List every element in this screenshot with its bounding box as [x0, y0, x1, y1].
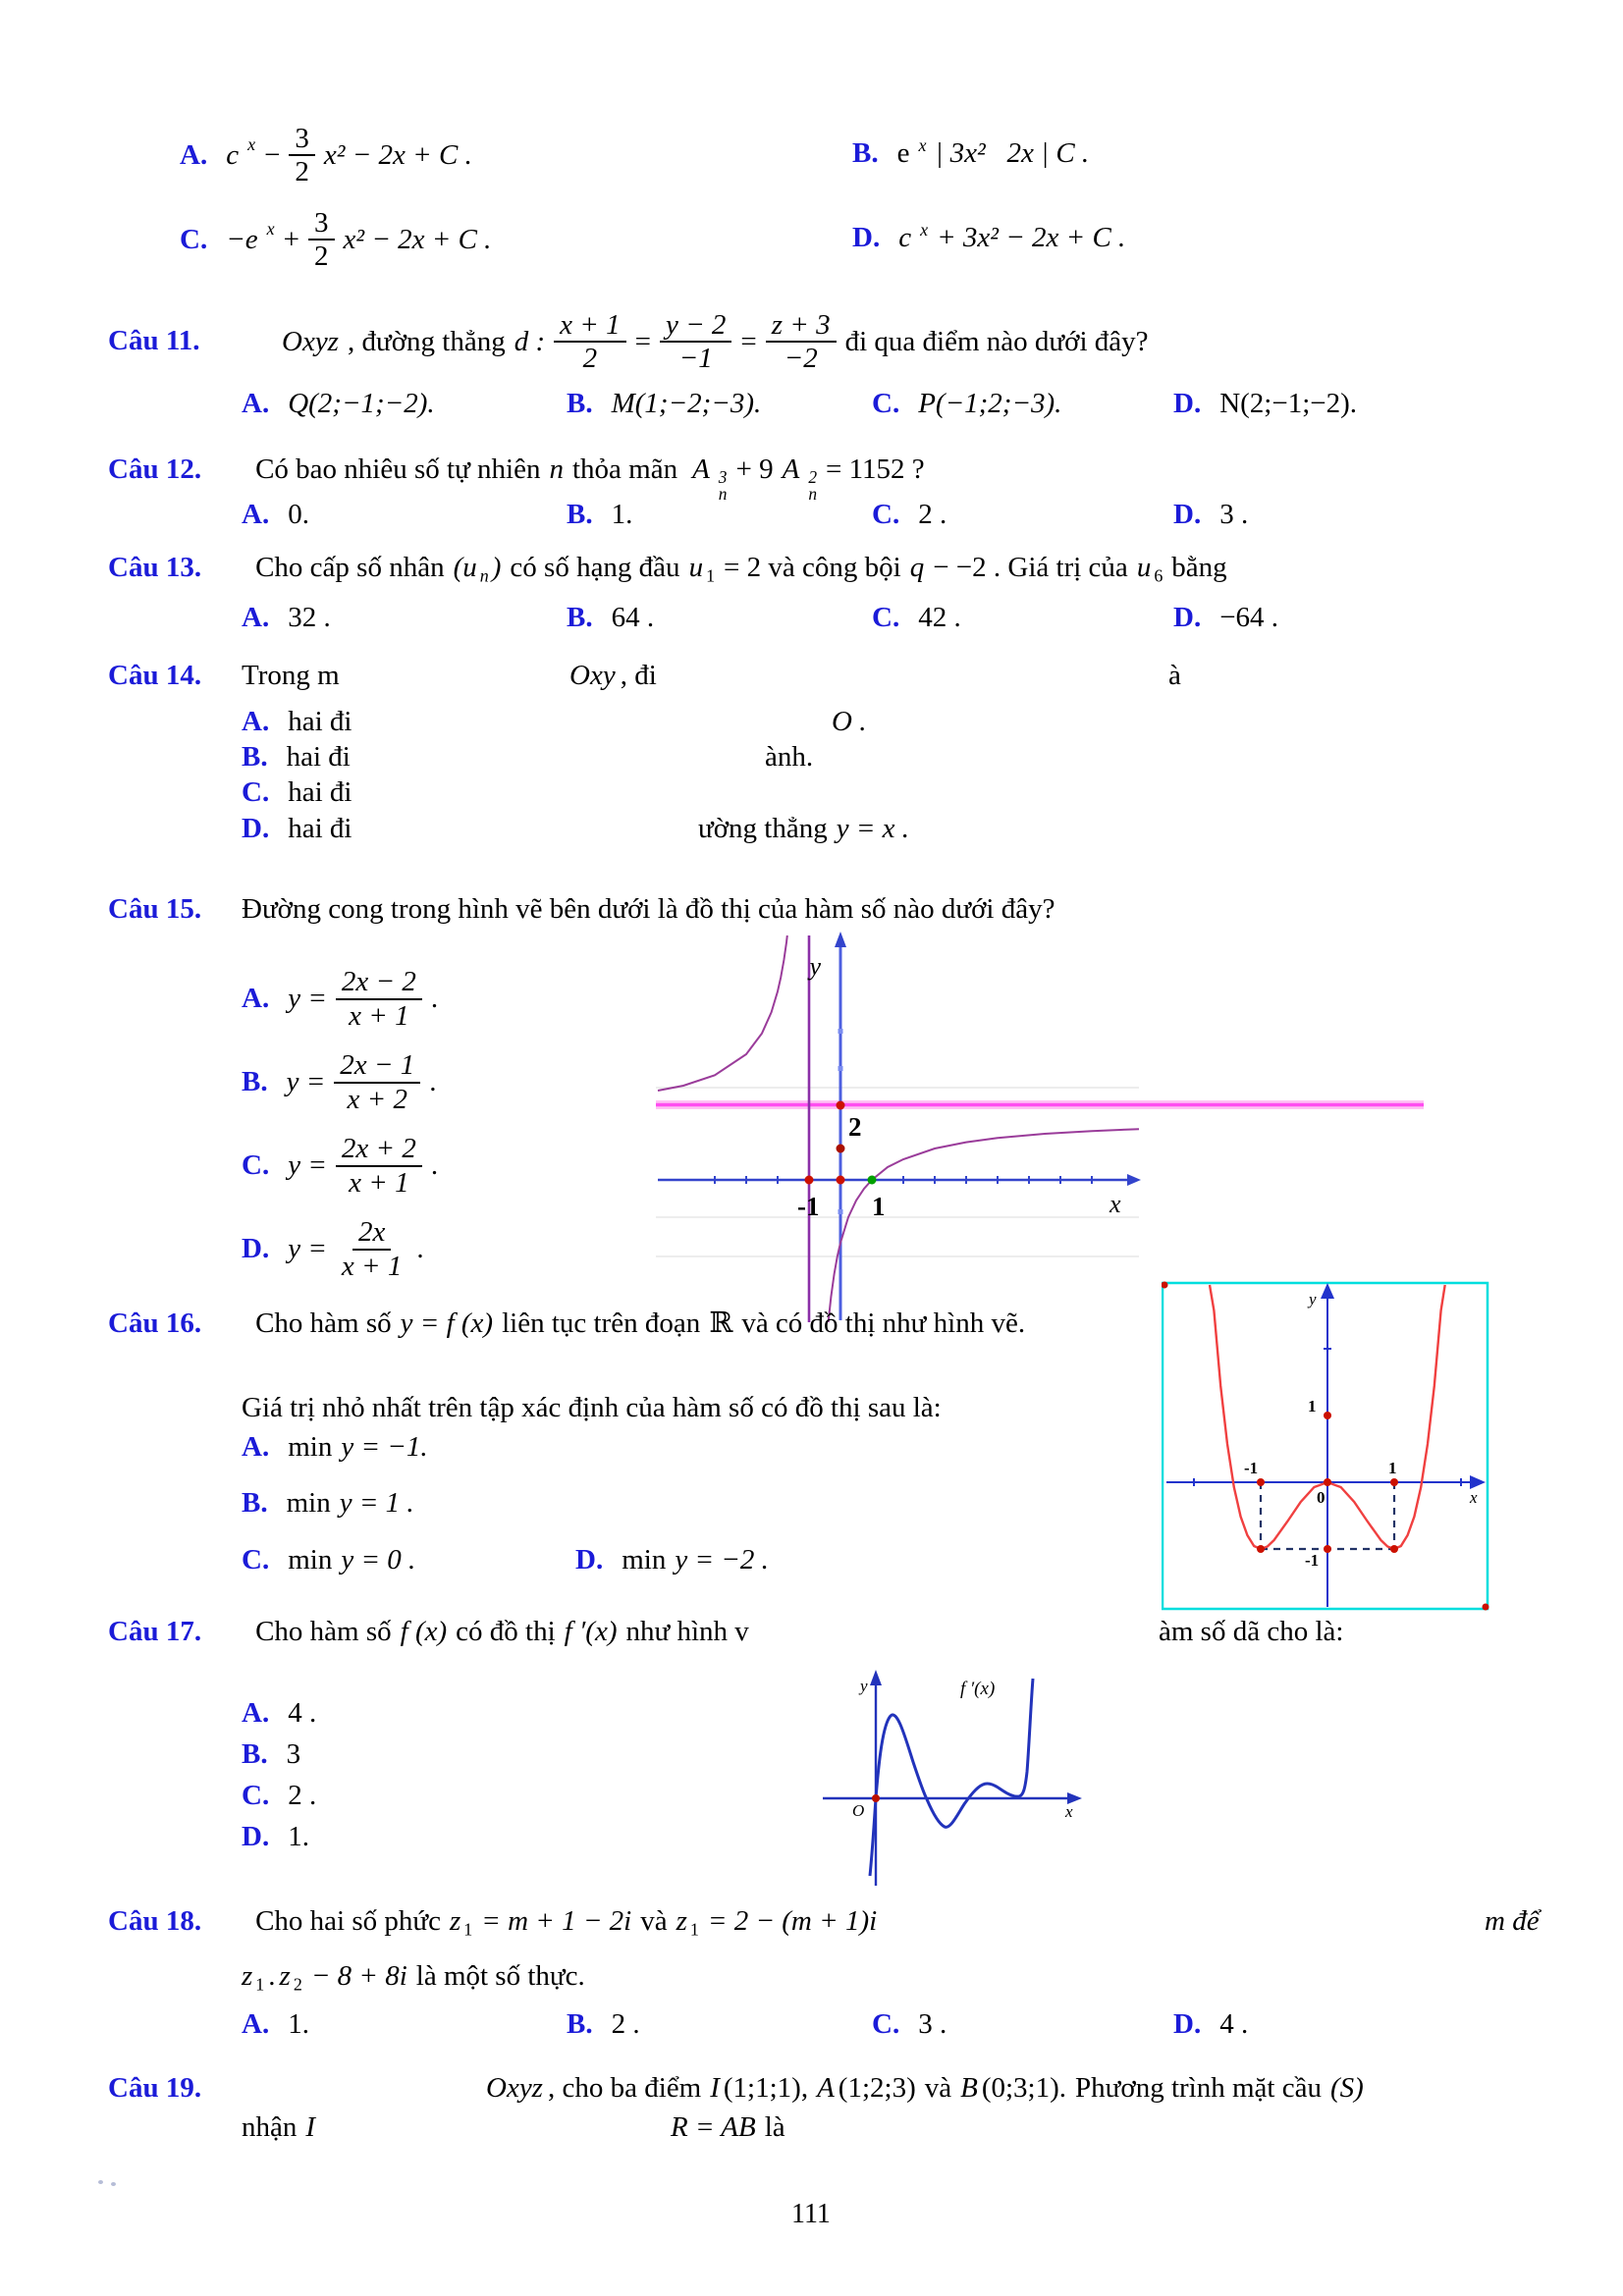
- x-axis-label: x: [1065, 1802, 1073, 1821]
- q17-option-d: D. 1.: [242, 1821, 309, 1852]
- tick-label-2: 2: [848, 1112, 862, 1142]
- y-axis-label: y: [809, 952, 821, 981]
- fraction: $\frac{2x + 2}{x + 1}$: [336, 1133, 422, 1199]
- math-term: x² − 2x + C .: [343, 223, 492, 255]
- q15-option-d: D. y = $\frac{2x}{x + 1}$ .: [242, 1216, 424, 1282]
- q17-option-c: C. 2 .: [242, 1780, 317, 1811]
- question-label-16: Câu 16.: [108, 1308, 202, 1339]
- q11-option-c: C. P(−1;2;−3).: [872, 388, 1062, 419]
- q11-option-a: A. Q(2;−1;−2).: [242, 388, 435, 419]
- q18-statement-fragment: m để: [1485, 1905, 1540, 1937]
- option-letter: B.: [852, 137, 879, 169]
- curve-label: f ′(x): [960, 1679, 996, 1699]
- math-exponent: x: [247, 133, 256, 154]
- y-axis-label: y: [1309, 1290, 1317, 1308]
- q10-option-c: [180, 194, 491, 285]
- x-axis-arrow: [1127, 1174, 1141, 1186]
- q17-option-b: B. 3: [242, 1738, 301, 1770]
- question-label-18: Câu 18.: [108, 1905, 202, 1937]
- question-label-14: Câu 14.: [108, 660, 202, 691]
- math-operator: =: [634, 325, 651, 357]
- tick-label-minus1: -1: [797, 1192, 820, 1221]
- math-term: c: [226, 138, 240, 171]
- q15-hyperbola-graph: [648, 928, 1434, 1325]
- fraction: $\frac{x + 1}{2}$: [554, 309, 625, 375]
- q13-option-c: C. 42 .: [872, 602, 961, 633]
- q11-option-b: B. M(1;−2;−3).: [567, 388, 762, 419]
- q12-option-c: C. 2 .: [872, 499, 947, 530]
- q13-option-d: D. −64 .: [1173, 602, 1279, 633]
- fraction: $\frac{z + 3}{-2}$: [766, 309, 837, 375]
- q16-quartic-graph: [1162, 1279, 1495, 1615]
- question-label-13: Câu 13.: [108, 552, 202, 583]
- q19-statement-line2b: R = AB là: [671, 2111, 785, 2143]
- q18-statement: Câu 18. Cho hai số phức z 1 = m + 1 − 2i và z 1 = 2 − (m + 1)i: [108, 1905, 878, 1940]
- question-label-11: Câu 11.: [108, 325, 200, 356]
- q16-option-b: B. min y = 1 .: [242, 1487, 414, 1519]
- q14-option-b-fragment: ành.: [765, 741, 814, 773]
- q14-statement-fragment: à: [1168, 660, 1181, 691]
- curve-right-branch: [829, 1129, 1139, 1322]
- q12-option-b: B. 1.: [567, 499, 633, 530]
- q14-statement-fragment: Trong m: [242, 660, 340, 691]
- question-label-19: Câu 19.: [108, 2072, 202, 2104]
- q17-derivative-graph: [815, 1662, 1095, 1893]
- origin-label: 0: [1317, 1488, 1325, 1507]
- box-corner-dot: [1483, 1604, 1489, 1611]
- sup-sub-stack: 2 n: [808, 466, 818, 505]
- fraction: $\frac{2x - 1}{x + 2}$: [334, 1049, 420, 1115]
- tick-label-minus1y: -1: [1305, 1551, 1320, 1570]
- origin-label: O: [852, 1801, 865, 1820]
- fraction: $\frac{3}{2}$: [289, 123, 315, 188]
- math-operator: −: [264, 138, 281, 171]
- page-number: 111: [791, 2199, 831, 2229]
- q14-option-c: C. hai đi: [242, 776, 352, 808]
- math-exponent: x: [920, 219, 929, 240]
- sup-sub-stack: 3 n: [718, 466, 728, 505]
- q19-statement-line2a: nhận I: [242, 2111, 316, 2143]
- q18-option-a: A. 1.: [242, 2008, 309, 2040]
- x-axis-arrow: [1470, 1475, 1486, 1489]
- statement-text: đi qua điểm nào dưới đây?: [844, 325, 1149, 357]
- tick-label-1: 1: [872, 1192, 886, 1221]
- q10-option-b: [852, 134, 1090, 170]
- y-axis-arrow: [1321, 1283, 1334, 1299]
- q10-option-d: [852, 219, 1126, 254]
- tick-label-minus1x: -1: [1244, 1459, 1259, 1477]
- point-0-0: [837, 1176, 845, 1185]
- math-exponent: x: [266, 218, 275, 239]
- math-term: x² − 2x + C .: [323, 138, 472, 171]
- q15-option-a: A. y = $\frac{2x - 2}{x + 1}$ .: [242, 966, 439, 1032]
- q19-statement: Oxyz , cho ba điểm I (1;1;1), A (1;2;3) và B (0;3;1). Phương trình mặt cầu (S): [486, 2072, 1364, 2104]
- statement-text: , đường thẳng: [347, 325, 506, 357]
- q11-statement: [282, 297, 1149, 386]
- q12-option-d: D. 3 .: [1173, 499, 1249, 530]
- curve-left-branch: [658, 935, 787, 1091]
- q18-option-d: D. 4 .: [1173, 2008, 1249, 2040]
- math-term: + 3x² − 2x + C .: [937, 222, 1126, 253]
- q17-option-a: A. 4 .: [242, 1697, 317, 1729]
- math-term: d :: [514, 325, 546, 357]
- point-minus1-0: [805, 1176, 814, 1185]
- q13-option-b: B. 64 .: [567, 602, 655, 633]
- question-label-17: Câu 17.: [108, 1616, 202, 1647]
- q16-option-c: C. min y = 0 .: [242, 1544, 416, 1575]
- origin-point: [872, 1794, 880, 1802]
- option-letter: D.: [852, 222, 881, 253]
- option-letter: A.: [180, 138, 208, 171]
- math-term: e: [896, 137, 910, 169]
- q16-subtext: Giá trị nhỏ nhất trên tập xác định của hàm số có đồ thị sau là:: [242, 1392, 942, 1423]
- q16-option-a: A. min y = −1.: [242, 1431, 428, 1463]
- fraction: $\frac{2x}{x + 1}$: [341, 1216, 403, 1282]
- q18-statement-line2: z 1 . z 2 − 8 + 8i là một số thực.: [242, 1960, 585, 1995]
- q16-option-d: D. min y = −2 .: [575, 1544, 769, 1575]
- q18-option-c: C. 3 .: [872, 2008, 947, 2040]
- scan-artifact-dot: [98, 2180, 103, 2184]
- math-term: c: [898, 222, 912, 253]
- q16-statement: Câu 16. Cho hàm số y = f (x) liên tục trên đoạn ℝ và có đồ thị như hình vẽ.: [108, 1308, 1026, 1339]
- q15-option-c: C. y = $\frac{2x + 2}{x + 1}$ .: [242, 1133, 439, 1199]
- fraction: $\frac{2x - 2}{x + 1}$: [336, 966, 422, 1032]
- question-label-15: Câu 15.: [108, 893, 202, 925]
- math-operator: =: [740, 325, 757, 357]
- q18-option-b: B. 2 .: [567, 2008, 640, 2040]
- tick-label-1y: 1: [1308, 1397, 1317, 1415]
- q14-option-d-fragment: ường thẳng y = x .: [698, 813, 910, 844]
- point-0-1: [837, 1145, 845, 1153]
- math-operator: +: [283, 223, 299, 255]
- math-exponent: x: [918, 134, 927, 155]
- q14-option-a-fragment: O .: [832, 706, 867, 737]
- q15-option-b: B. y = $\frac{2x - 1}{x + 2}$ .: [242, 1049, 437, 1115]
- q14-option-b: B. hai đi: [242, 741, 351, 773]
- derivative-curve: [870, 1679, 1033, 1876]
- x-axis-label: x: [1109, 1190, 1121, 1218]
- q14-statement-fragment: Oxy , đi: [569, 660, 657, 691]
- q12-option-a: A. 0.: [242, 499, 309, 530]
- math-term: Oxyz: [282, 325, 339, 357]
- question-label-12: Câu 12.: [108, 454, 202, 485]
- q11-option-d: D. N(2;−1;−2).: [1173, 388, 1358, 419]
- q10-option-a: [180, 110, 472, 200]
- scan-artifact-dot: [111, 2182, 116, 2186]
- x-axis-label: x: [1470, 1488, 1478, 1507]
- q14-option-d: D. hai đi: [242, 813, 352, 844]
- y-axis-label: y: [860, 1677, 868, 1695]
- q17-statement: Câu 17. Cho hàm số f (x) có đồ thị f ′(x) như hình v: [108, 1616, 749, 1647]
- q14-option-a: A. hai đi: [242, 706, 352, 737]
- q13-statement: Câu 13. Cho cấp số nhân (u n ) có số hạng đầu u 1 = 2 và công bội q − −2 . Giá trị của u 6 bằng: [108, 552, 1227, 586]
- q15-statement: Đường cong trong hình vẽ bên dưới là đồ thị của hàm số nào dưới đây?: [242, 893, 1055, 925]
- fraction: $\frac{y - 2}{-1}$: [660, 309, 731, 375]
- point-1-0: [868, 1176, 877, 1185]
- fraction: $\frac{3}{2}$: [308, 207, 335, 273]
- y-axis-arrow: [870, 1670, 882, 1685]
- tick-label-1x: 1: [1388, 1459, 1397, 1477]
- option-letter: C.: [180, 223, 208, 255]
- y-axis-arrow: [835, 932, 846, 947]
- q13-option-a: A. 32 .: [242, 602, 331, 633]
- math-term: −e: [226, 223, 258, 255]
- math-term: | 3x² 2x | C .: [935, 137, 1090, 169]
- q12-statement: Câu 12. Có bao nhiêu số tự nhiên n thỏa mãn A 3 n + 9 A 2 n = 1152 ?: [108, 454, 925, 505]
- point-0-2: [837, 1101, 845, 1110]
- q17-statement-fragment: àm số dã cho là:: [1159, 1616, 1344, 1647]
